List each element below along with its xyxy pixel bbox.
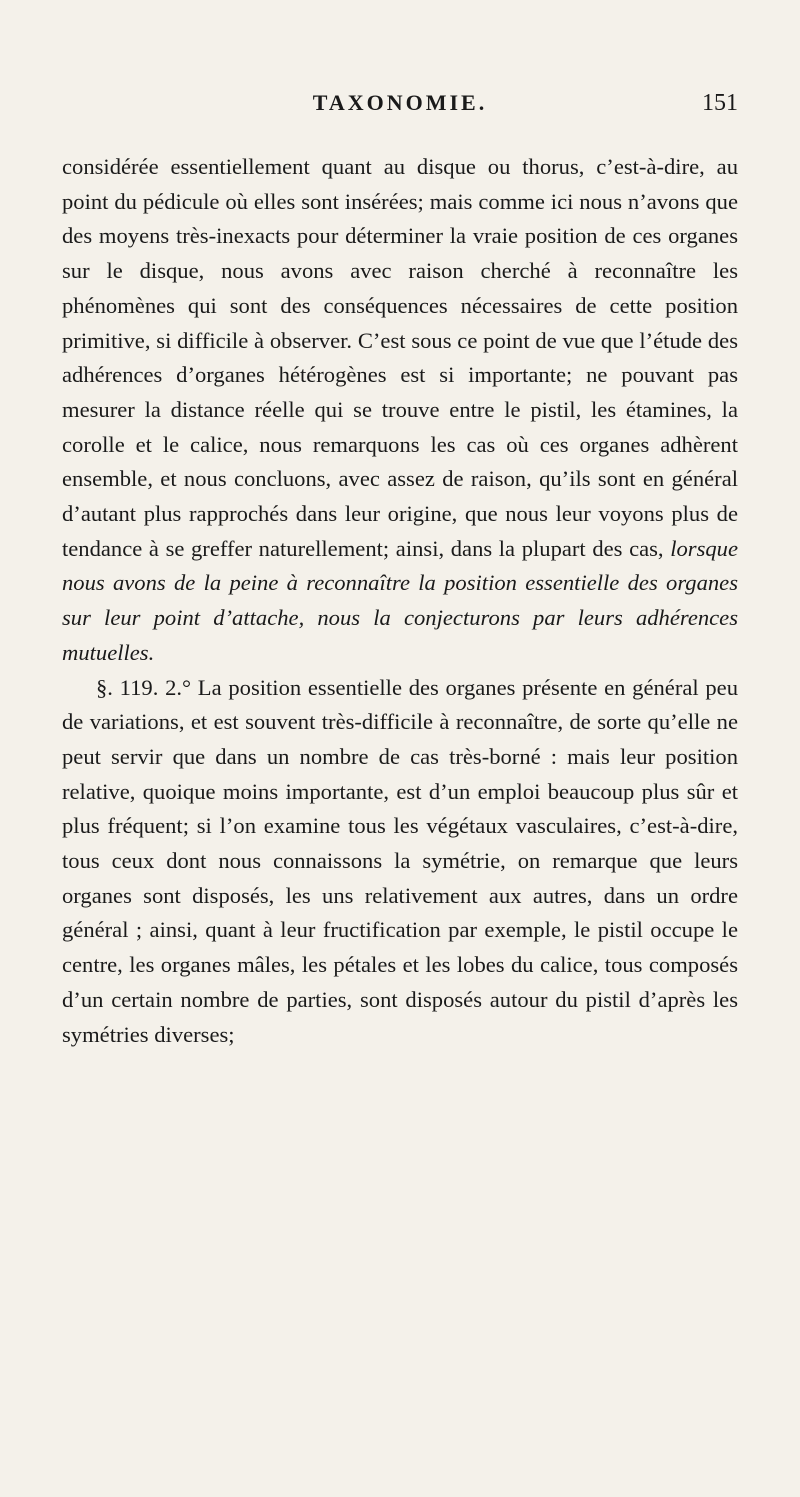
running-title: TAXONOMIE. [312, 90, 488, 115]
paragraph-text: §. 119. 2.° La position essentielle des organes présente en général peu de variations, et est souvent très-difficile à reconnaître, de sorte qu’elle ne peut servir que dans un nombre de cas très-borné : mais leur position relative, quoique moins importante, est d’un emploi beaucoup plus sûr et plus fréquent; si l’on examine tous les végétaux vasculaires, c’est-à-dire, tous ceux dont nous connaissons la symétrie, on remarque que leurs organes sont disposés, les uns relativement aux autres, dans un ordre général ; ainsi, quant à leur fructification par exemple, le pistil occupe le centre, les organes mâles, les pétales et les lobes du calice, tous composés d’un certain nombre de parties, sont disposés autour du pistil d’après les symétries diverses; [62, 674, 738, 1047]
page-number: 151 [702, 90, 738, 116]
italic-conclusion: lorsque nous avons de la peine à reconnaître la position essentielle des organes sur leur point d’attache, nous la conjecturons par leurs adhérences mutuelles. [62, 535, 738, 665]
paragraph-continuation [62, 150, 738, 671]
paragraph-section-119 [62, 671, 738, 1053]
page-header [62, 90, 738, 130]
paragraph-text: considérée essentiellement quant au disque ou thorus, c’est-à-dire, au point du pédicule où elles sont insérées; mais comme ici nous n’avons que des moyens très-inexacts pour déterminer la vraie position de ces organes sur le disque, nous avons avec raison cherché à reconnaître les phénomènes qui sont des conséquences nécessaires de cette position primitive, si difficile à observer. C’est sous ce point de vue que l’étude des adhérences d’organes hétérogènes est si importante; ne pouvant pas mesurer la distance réelle qui se trouve entre le pistil, les étamines, la corolle et le calice, nous remarquons les cas où ces organes adhèrent ensemble, et nous concluons, avec assez de raison, qu’ils sont en général d’autant plus rapprochés dans leur origine, que nous leur voyons plus de tendance à se greffer naturellement; ainsi, dans la plupart des cas, [62, 154, 738, 561]
body-text [62, 150, 738, 1052]
